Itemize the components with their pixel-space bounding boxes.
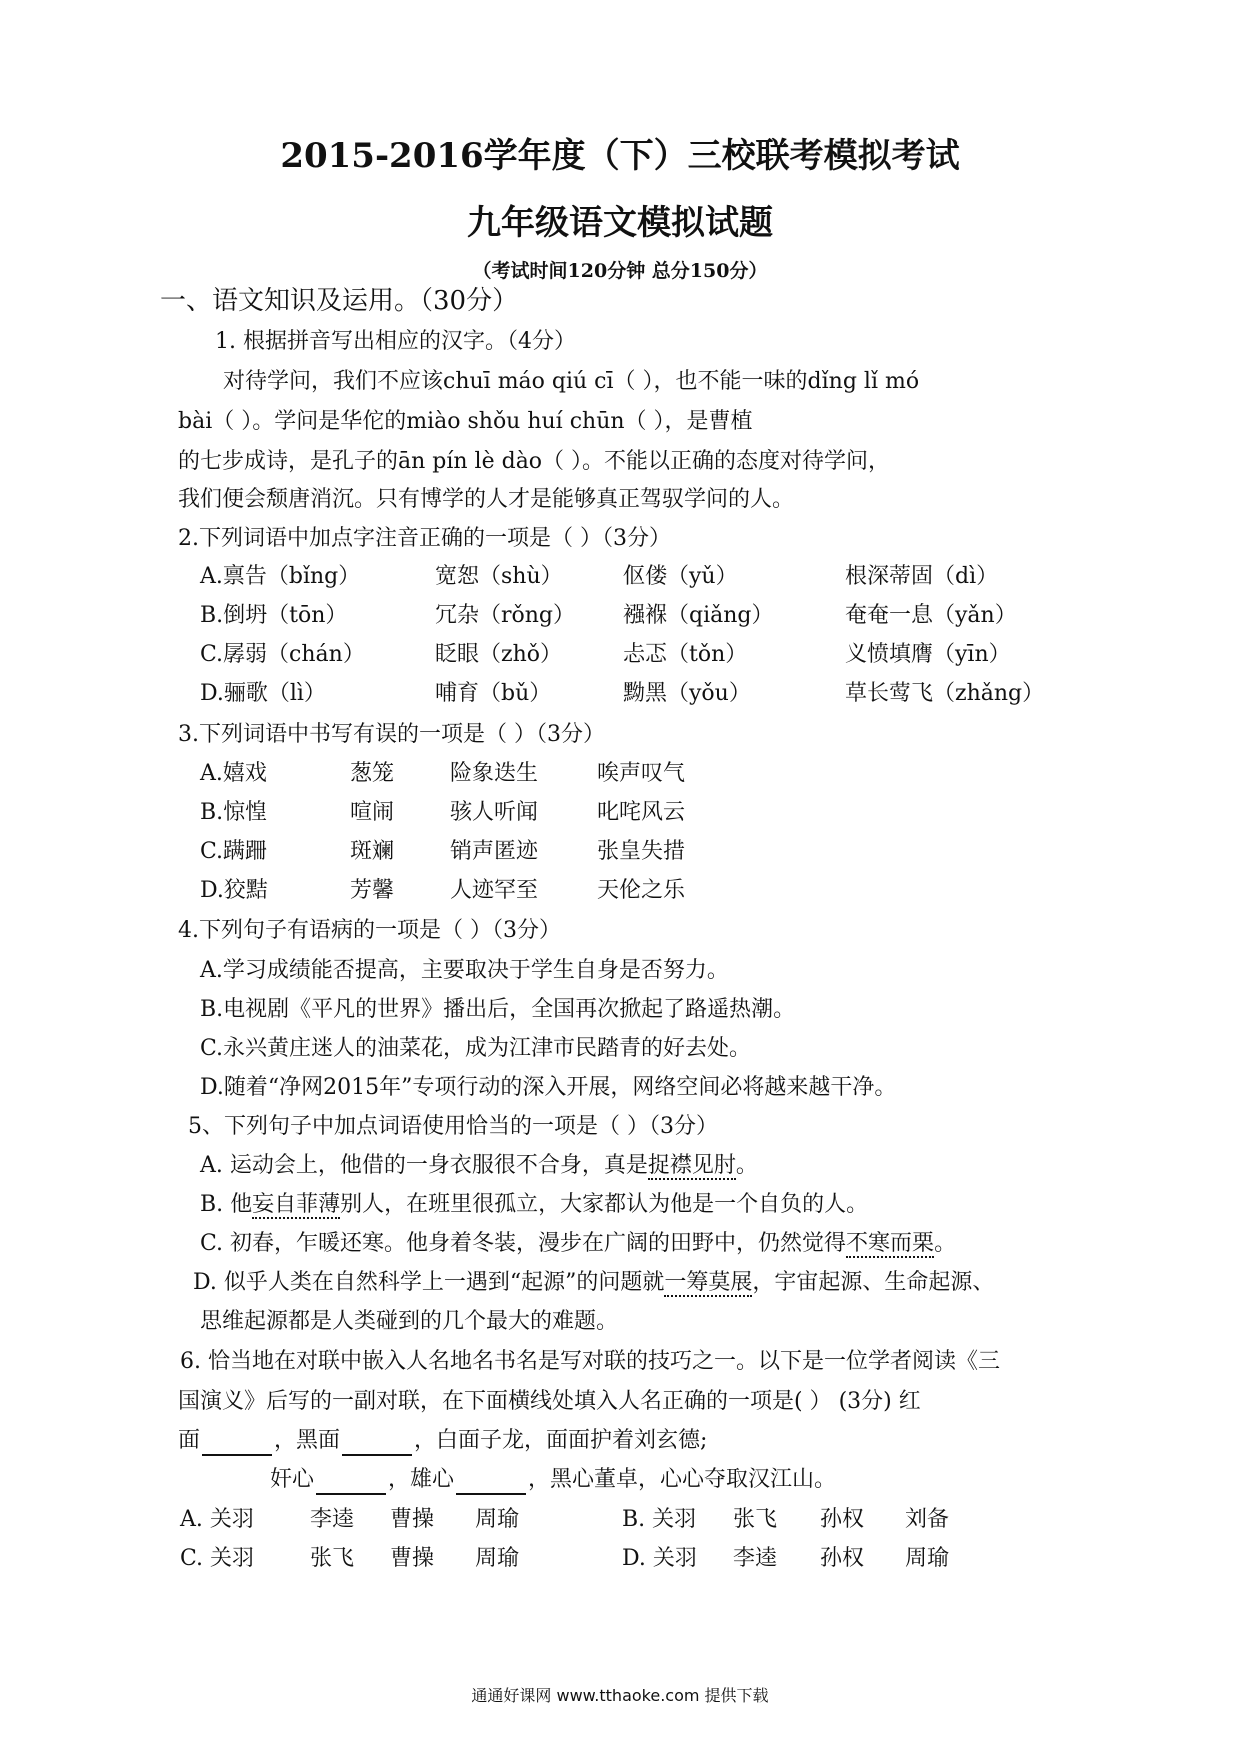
q4-option-b: B.电视剧《平凡的世界》播出后，全国再次掀起了路遥热潮。 bbox=[200, 997, 796, 1022]
q3-option: A.嬉戏 bbox=[200, 761, 267, 786]
exam-meta: （考试时间120分钟 总分150分） bbox=[472, 260, 768, 282]
q6-option: 曹操 bbox=[390, 1507, 435, 1532]
q2-option: 根深蒂固（dì） bbox=[845, 564, 999, 589]
q2-option: 襁褓（qiǎng） bbox=[623, 603, 774, 628]
q6-option: 李逵 bbox=[310, 1507, 355, 1532]
q3-option: 人迹罕至 bbox=[450, 878, 539, 903]
q1-line3: 的七步成诗，是孔子的ān pín lè dào（ ）。不能以正确的态度对待学问， bbox=[178, 449, 891, 474]
q3-option: 张皇失措 bbox=[597, 839, 686, 864]
exam-title: 2015-2016学年度（下）三校联考模拟考试 bbox=[280, 136, 960, 176]
q3-option: 喧闹 bbox=[350, 800, 395, 825]
q3-stem: 3.下列词语中书写有误的一项是（ ）（3分） bbox=[178, 722, 605, 747]
q6-option: C. 关羽 bbox=[180, 1546, 255, 1571]
q1-stem: 1. 根据拼音写出相应的汉字。（4分） bbox=[215, 329, 576, 354]
q3-option: 骇人听闻 bbox=[450, 800, 539, 825]
q6-option: 张飞 bbox=[733, 1507, 778, 1532]
fill-blank[interactable] bbox=[316, 1471, 386, 1495]
q5-option-d-cont: 思维起源都是人类碰到的几个最大的难题。 bbox=[200, 1309, 619, 1334]
q4-option-c: C.永兴黄庄迷人的油菜花，成为江津市民踏青的好去处。 bbox=[200, 1036, 752, 1061]
q6-option: A. 关羽 bbox=[180, 1507, 254, 1532]
q5-option-d: D. 似乎人类在自然科学上一遇到“起源”的问题就一筹莫展，宇宙起源、生命起源、 bbox=[193, 1270, 995, 1295]
q2-stem: 2.下列词语中加点字注音正确的一项是（ ）（3分） bbox=[178, 526, 671, 551]
q2-option: A.禀告（bǐng） bbox=[200, 564, 361, 589]
q2-option: 伛偻（yǔ） bbox=[623, 564, 738, 589]
q5-option-b: B. 他妄自菲薄别人，在班里很孤立，大家都认为他是一个自负的人。 bbox=[200, 1192, 869, 1217]
q2-option: 义愤填膺（yīn） bbox=[845, 642, 1011, 667]
q2-option: 宽恕（shù） bbox=[435, 564, 563, 589]
q6-line2: 国演义》后写的一副对联，在下面横线处填入人名正确的一项是( ） (3分) 红 bbox=[178, 1389, 921, 1414]
q6-option: 周瑜 bbox=[475, 1546, 520, 1571]
q2-option: 冗杂（rǒng） bbox=[435, 603, 576, 628]
footer-text: 通通好课网 www.tthaoke.com 提供下载 bbox=[471, 1686, 769, 1705]
q3-option: B.惊惶 bbox=[200, 800, 268, 825]
q3-option: 葱笼 bbox=[350, 761, 395, 786]
q2-option: 哺育（bǔ） bbox=[435, 681, 552, 706]
q2-option: 黝黑（yǒu） bbox=[623, 681, 751, 706]
q4-stem: 4.下列句子有语病的一项是（ ）（3分） bbox=[178, 918, 561, 943]
q6-option: 刘备 bbox=[905, 1507, 950, 1532]
q3-option: C.蹒跚 bbox=[200, 839, 268, 864]
q5-option-a: A. 运动会上，他借的一身衣服很不合身，真是捉襟见肘。 bbox=[200, 1153, 758, 1178]
q2-option: 草长莺飞（zhǎng） bbox=[845, 681, 1045, 706]
q6-option: 周瑜 bbox=[475, 1507, 520, 1532]
q2-option: D.骊歌（lì） bbox=[200, 681, 326, 706]
q6-option: 曹操 bbox=[390, 1546, 435, 1571]
q4-option-d: D.随着“净网2015年”专项行动的深入开展，网络空间必将越来越干净。 bbox=[200, 1075, 897, 1100]
q1-line1: 对待学问，我们不应该chuī máo qiú cī（ ），也不能一味的dǐng lǐ mó bbox=[223, 369, 920, 394]
q6-option: B. 关羽 bbox=[622, 1507, 697, 1532]
dotted-term: 一筹莫展 bbox=[664, 1270, 753, 1295]
q2-option: 眨眼（zhǒ） bbox=[435, 642, 563, 667]
dotted-term: 捉襟见肘 bbox=[647, 1153, 736, 1178]
q2-option: 忐忑（tǒn） bbox=[623, 642, 748, 667]
q6-option: 孙权 bbox=[820, 1507, 865, 1532]
q6-option: D. 关羽 bbox=[622, 1546, 697, 1571]
q6-option: 孙权 bbox=[820, 1546, 865, 1571]
section-heading: 一、语文知识及运用。（30分） bbox=[160, 286, 519, 316]
q3-option: D.狡黠 bbox=[200, 878, 268, 903]
q2-option: B.倒坍（tōn） bbox=[200, 603, 348, 628]
q1-line2: bài（ ）。学问是华佗的miào shǒu huí chūn（ ），是曹植 bbox=[178, 409, 753, 434]
q3-option: 天伦之乐 bbox=[597, 878, 686, 903]
q4-option-a: A.学习成绩能否提高，主要取决于学生自身是否努力。 bbox=[200, 958, 729, 983]
q3-option: 叱咤风云 bbox=[597, 800, 686, 825]
q5-option-c: C. 初春，乍暖还寒。他身着冬装，漫步在广阔的田野中，仍然觉得不寒而栗。 bbox=[200, 1231, 957, 1256]
fill-blank[interactable] bbox=[202, 1432, 272, 1456]
q6-option: 张飞 bbox=[310, 1546, 355, 1571]
q6-line4: 奸心 ，雄心 ，黑心董卓，心心夺取汉江山。 bbox=[270, 1465, 836, 1495]
q5-stem: 5、下列句子中加点词语使用恰当的一项是（ ）（3分） bbox=[188, 1114, 718, 1139]
q1-line4: 我们便会颓唐消沉。只有博学的人才是能够真正驾驭学问的人。 bbox=[178, 487, 795, 512]
q2-option: C.孱弱（chán） bbox=[200, 642, 365, 667]
q6-line3: 面 ，黑面 ，白面子龙，面面护着刘玄德; bbox=[178, 1426, 707, 1456]
q6-option: 李逵 bbox=[733, 1546, 778, 1571]
q3-option: 销声匿迹 bbox=[450, 839, 539, 864]
q2-option: 奄奄一息（yǎn） bbox=[845, 603, 1017, 628]
dotted-term: 不寒而栗 bbox=[846, 1231, 935, 1256]
fill-blank[interactable] bbox=[342, 1432, 412, 1456]
q3-option: 芳馨 bbox=[350, 878, 395, 903]
dotted-term: 妄自菲薄 bbox=[252, 1192, 341, 1217]
fill-blank[interactable] bbox=[456, 1471, 526, 1495]
q3-option: 唉声叹气 bbox=[597, 761, 686, 786]
q6-line1: 6. 恰当地在对联中嵌入人名地名书名是写对联的技巧之一。以下是一位学者阅读《三 bbox=[180, 1349, 1000, 1374]
exam-subtitle: 九年级语文模拟试题 bbox=[467, 203, 773, 243]
q3-option: 险象迭生 bbox=[450, 761, 539, 786]
q3-option: 斑斓 bbox=[350, 839, 395, 864]
q6-option: 周瑜 bbox=[905, 1546, 950, 1571]
